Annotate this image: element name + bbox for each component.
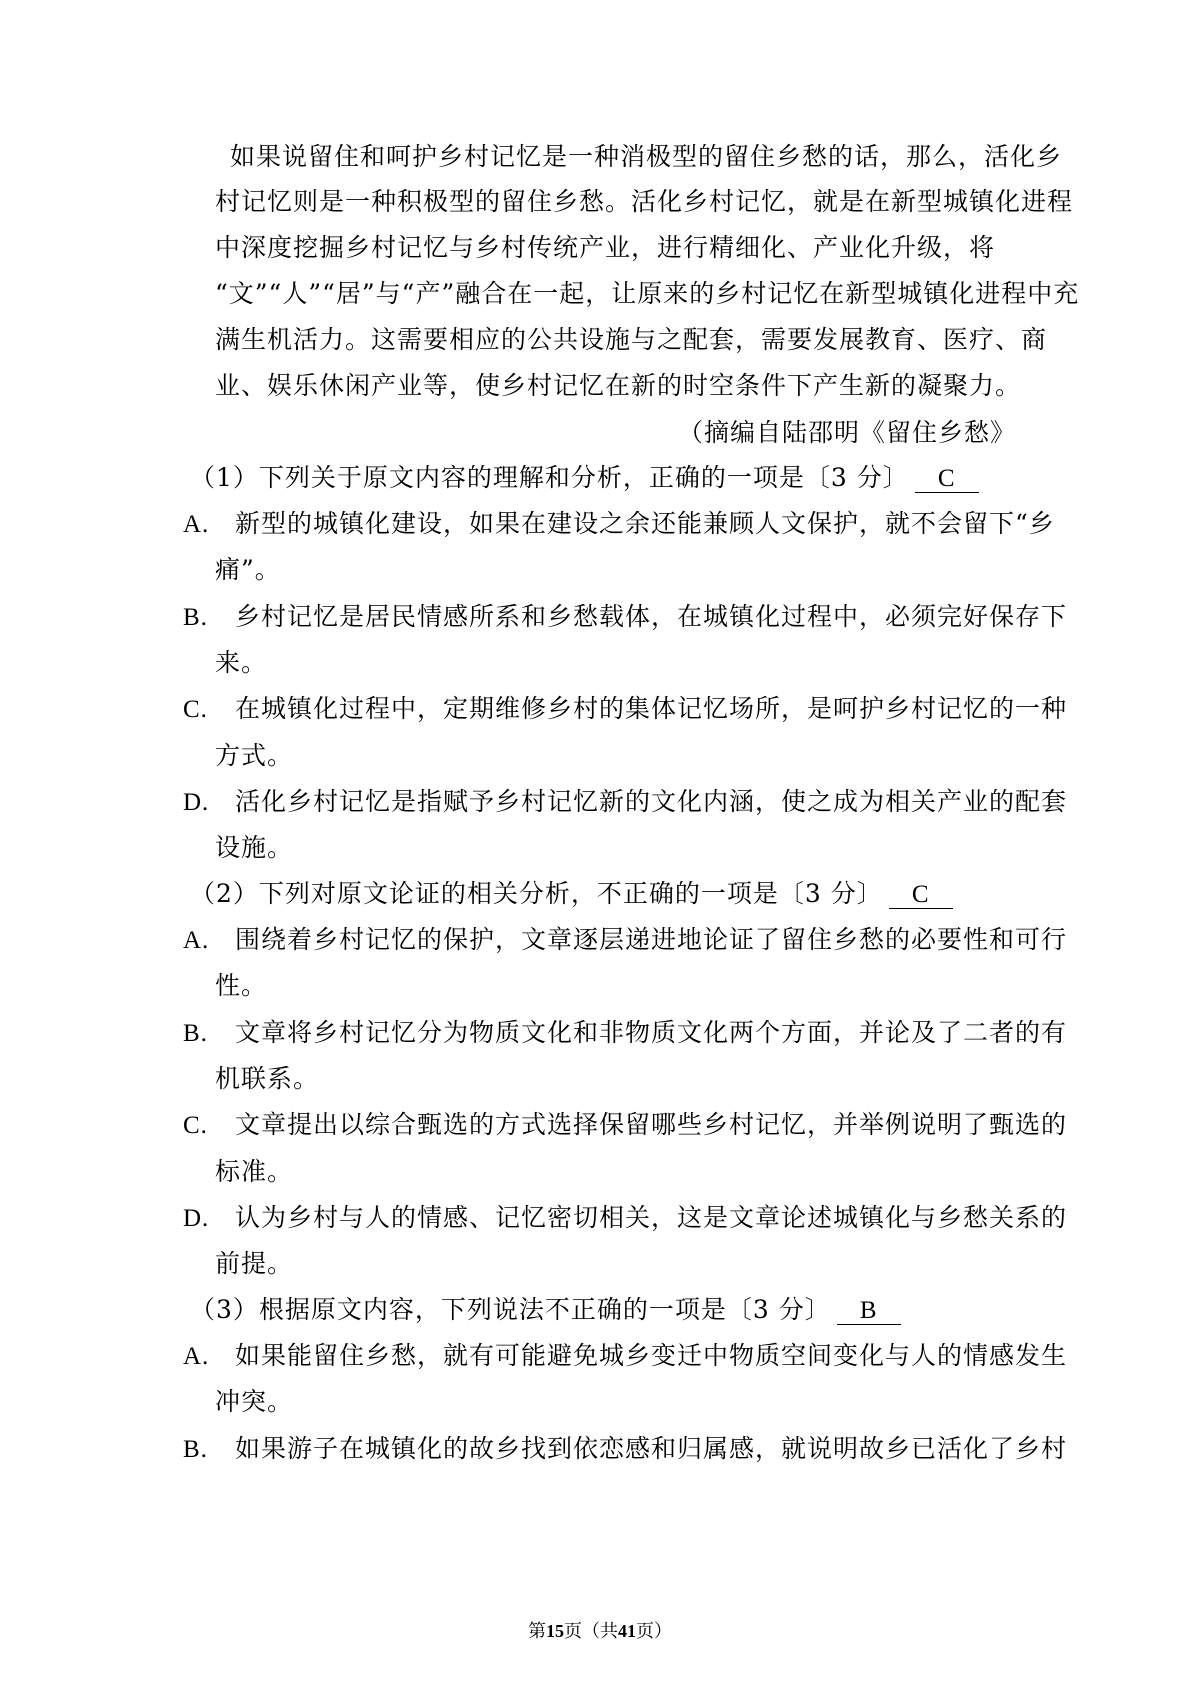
option-a xyxy=(183,508,1055,541)
option-text: 新型的城镇化建设，如果在建设之余还能兼顾人文保护，就不会留下“乡 xyxy=(235,509,1055,538)
option-b xyxy=(183,1017,1067,1050)
passage-line: “文”“人”“居”与“产”融合在一起，让原来的乡村记忆在新型城镇化进程中充 xyxy=(215,279,1080,308)
option-letter: D. xyxy=(183,789,210,816)
option-d xyxy=(183,786,1067,819)
option-text: 活化乡村记忆是指赋予乡村记忆新的文化内涵，使之成为相关产业的配套 xyxy=(235,787,1068,816)
option-d-continued: 前提。 xyxy=(215,1249,294,1278)
footer-suffix: 页） xyxy=(636,1621,672,1642)
question-stem xyxy=(190,878,953,910)
option-letter: B. xyxy=(183,1436,208,1463)
passage-line: 业、娱乐休闲产业等，使乡村记忆在新的时空条件下产生新的凝聚力。 xyxy=(215,371,1022,400)
option-text: 文章将乡村记忆分为物质文化和非物质文化两个方面，并论及了二者的有 xyxy=(235,1018,1068,1047)
option-letter: B. xyxy=(183,1020,208,1047)
page-footer xyxy=(0,1619,1200,1644)
option-c-continued: 标准。 xyxy=(215,1157,294,1186)
option-c xyxy=(183,1109,1067,1142)
option-letter: D. xyxy=(183,1205,210,1232)
option-letter: C. xyxy=(183,1112,208,1139)
option-c-continued: 方式。 xyxy=(215,741,294,770)
option-b xyxy=(183,601,1067,634)
option-b-continued: 来。 xyxy=(215,648,268,677)
passage-source: （摘编自陆邵明《留住乡愁》 xyxy=(677,418,1016,447)
option-text: 文章提出以综合甄选的方式选择保留哪些乡村记忆，并举例说明了甄选的 xyxy=(235,1110,1068,1139)
option-letter: A. xyxy=(183,927,210,954)
passage-line: 如果说留住和呵护乡村记忆是一种消极型的留住乡愁的话，那么，活化乡 xyxy=(230,142,1063,171)
footer-prefix: 第 xyxy=(528,1621,546,1642)
question-stem xyxy=(190,462,979,494)
option-d-continued: 设施。 xyxy=(215,833,294,862)
option-a xyxy=(183,924,1067,957)
answer-blank: C xyxy=(889,882,953,909)
question-stem xyxy=(190,1294,901,1326)
option-text: 乡村记忆是居民情感所系和乡愁载体，在城镇化过程中，必须完好保存下 xyxy=(235,602,1068,631)
question-stem-text: （3）根据原文内容，下列说法不正确的一项是〔3 分〕 xyxy=(190,1295,831,1324)
option-d xyxy=(183,1202,1067,1235)
passage-line: 村记忆则是一种积极型的留住乡愁。活化乡村记忆，就是在新型城镇化进程 xyxy=(215,187,1074,216)
page-number: 15 xyxy=(546,1621,564,1641)
option-b xyxy=(183,1433,1067,1466)
question-stem-text: （1）下列关于原文内容的理解和分析，正确的一项是〔3 分〕 xyxy=(190,463,909,492)
option-text: 在城镇化过程中，定期维修乡村的集体记忆场所，是呵护乡村记忆的一种 xyxy=(235,694,1068,723)
option-letter: B. xyxy=(183,604,208,631)
option-b-continued: 机联系。 xyxy=(215,1064,320,1093)
option-text: 围绕着乡村记忆的保护，文章逐层递进地论证了留住乡愁的必要性和可行 xyxy=(235,925,1068,954)
option-letter: C. xyxy=(183,696,208,723)
option-text: 如果能留住乡愁，就有可能避免城乡变迁中物质空间变化与人的情感发生 xyxy=(235,1341,1068,1370)
answer-blank: B xyxy=(837,1298,901,1325)
footer-middle: 页（共 xyxy=(564,1621,618,1642)
option-text: 认为乡村与人的情感、记忆密切相关，这是文章论述城镇化与乡愁关系的 xyxy=(235,1203,1068,1232)
option-letter: A. xyxy=(183,1343,210,1370)
question-stem-text: （2）下列对原文论证的相关分析，不正确的一项是〔3 分〕 xyxy=(190,879,883,908)
option-a-continued: 痛”。 xyxy=(215,555,281,584)
option-letter: A. xyxy=(183,511,210,538)
option-c xyxy=(183,693,1067,726)
passage-line: 中深度挖掘乡村记忆与乡村传统产业，进行精细化、产业化升级，将 xyxy=(215,233,996,262)
option-a-continued: 冲突。 xyxy=(215,1387,294,1416)
passage-line: 满生机活力。这需要相应的公共设施与之配套，需要发展教育、医疗、商 xyxy=(215,325,1048,354)
option-a xyxy=(183,1340,1067,1373)
option-text: 如果游子在城镇化的故乡找到依恋感和归属感，就说明故乡已活化了乡村 xyxy=(235,1434,1068,1463)
total-pages: 41 xyxy=(618,1621,636,1641)
option-a-continued: 性。 xyxy=(215,971,268,1000)
answer-blank: C xyxy=(915,466,979,493)
